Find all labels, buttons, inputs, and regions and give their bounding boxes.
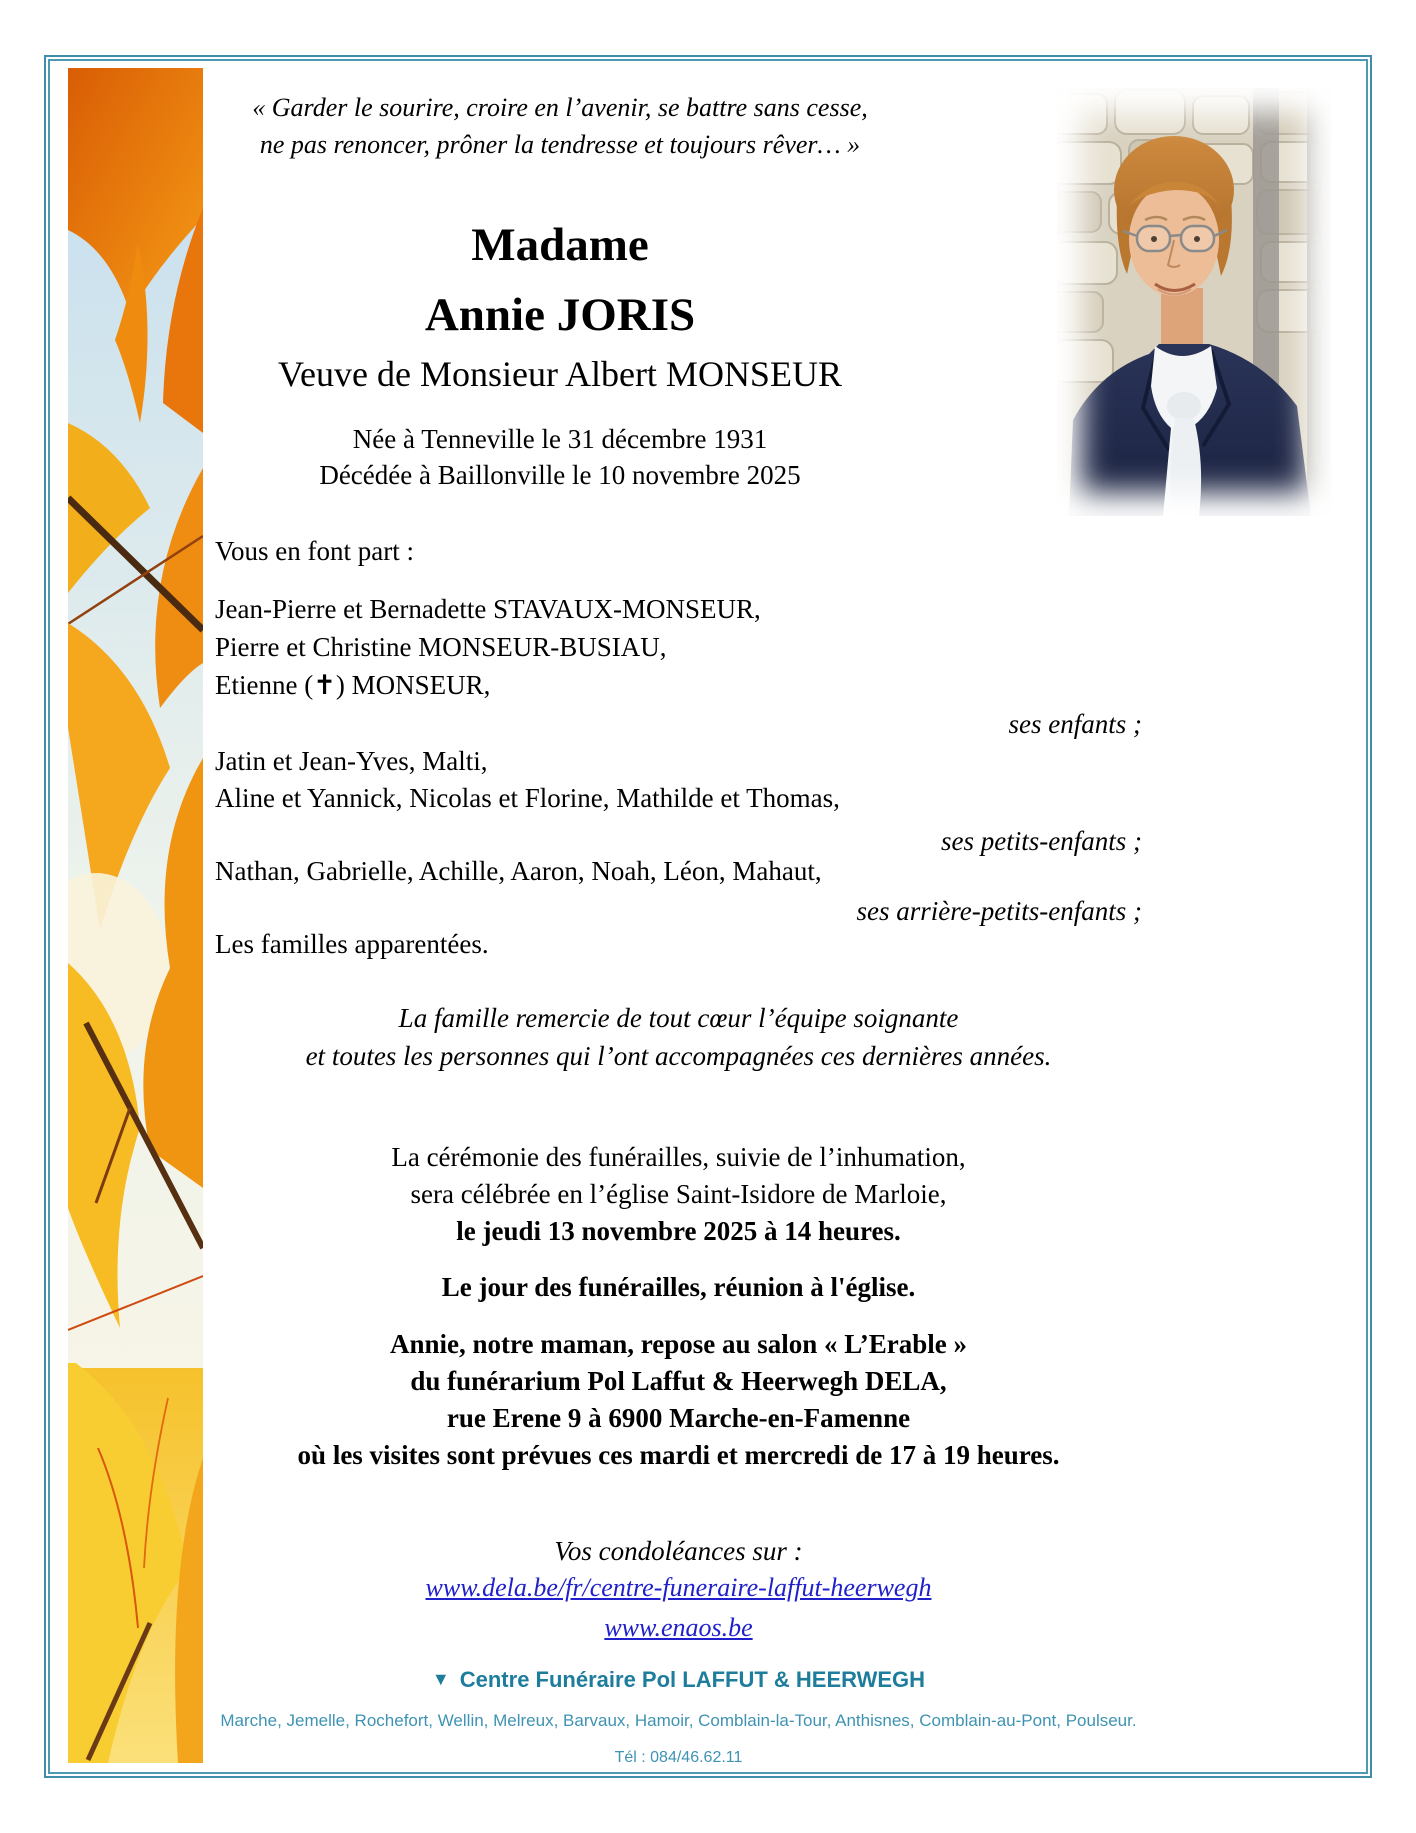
quote-line: ne pas renoncer, prôner la tendresse et toujours rêver… » [259,130,861,159]
page-border-frame [44,55,1372,1778]
thanks-line: et toutes les personnes qui l’ont accompagnées ces dernières années. [305,1041,1052,1071]
thanks-paragraph [215,999,1142,1075]
life-dates [215,421,905,493]
grandchildren-label: ses petits-enfants ; [941,826,1142,856]
birth-line: Née à Tenneville le 31 décembre 1931 [352,424,768,454]
quote-line: « Garder le sourire, croire en l’avenir, se battre sans cesse, [252,93,868,122]
autumn-leaves-image [68,68,203,1763]
repose-line: du funérarium Pol Laffut & Heerwegh DELA, [410,1366,947,1396]
child-line: Pierre et Christine MONSEUR-BUSIAU, [215,632,667,662]
ceremony-paragraph [215,1139,1142,1250]
announcement-intro: Vous en font part : [215,536,414,566]
repose-line: rue Erene 9 à 6900 Marche-en-Famenne [446,1403,911,1433]
ceremony-line: La cérémonie des funérailles, suivie de l’inhumation, [391,1142,966,1172]
repose-line: Annie, notre maman, repose au salon « L’Erable » [389,1329,968,1359]
child-line: Jean-Pierre et Bernadette STAVAUX-MONSEUR, [215,594,761,624]
condolences-link-1-line [215,1569,1142,1606]
condolences-link-dela[interactable]: www.dela.be/fr/centre-funeraire-laffut-heerwegh [425,1573,932,1602]
thanks-line: La famille remercie de tout cœur l’équipe soignante [398,1003,959,1033]
deceased-civility: Madame [471,219,649,271]
ceremony-date-line: le jeudi 13 novembre 2025 à 14 heures. [456,1216,901,1246]
grandchild-line: Jatin et Jean-Yves, Malti, [215,746,488,776]
death-line: Décédée à Baillonville le 10 novembre 2025 [319,460,801,490]
autumn-leaves-art [68,68,203,1763]
great-grandchildren-line: Nathan, Gabrielle, Achille, Aaron, Noah, Léon, Mahaut, [215,856,822,886]
children-label: ses enfants ; [1008,709,1142,739]
funeral-home-phone: Tél : 084/46.62.11 [614,1749,743,1766]
widow-line: Veuve de Monsieur Albert MONSEUR [278,354,842,394]
condolences-link-enaos[interactable]: www.enaos.be [604,1613,753,1642]
opening-quote [215,89,905,163]
condolences-label: Vos condoléances sur : [554,1536,803,1566]
great-grandchildren-label: ses arrière-petits-enfants ; [856,896,1142,926]
reunion-line: Le jour des funérailles, réunion à l'église. [441,1272,916,1302]
funeral-home-name: Centre Funéraire Pol LAFFUT & HEERWEGH [459,1667,926,1692]
condolences-link-2-line [215,1609,1142,1646]
children-list [215,590,1142,704]
grandchildren-list [215,743,1142,817]
funeral-home-locations: Marche, Jemelle, Rochefort, Wellin, Melreux, Barvaux, Hamoir, Comblain-la-Tour, Anthisnes, Comblain-au-Pont, Poulseur. [220,1711,1137,1730]
portrait-photo [1057,88,1331,516]
child-line: Etienne (✝) MONSEUR, [215,670,491,700]
funeral-home-brand [215,1665,1142,1696]
deceased-name: Annie JORIS [424,289,696,341]
triangle-down-icon: ▼ [431,1669,450,1689]
repose-paragraph [215,1326,1142,1474]
grandchild-line: Aline et Yannick, Nicolas et Florine, Mathilde et Thomas, [215,783,840,813]
portrait-art [1057,88,1331,516]
repose-line: où les visites sont prévues ces mardi et mercredi de 17 à 19 heures. [297,1440,1060,1470]
ceremony-line: sera célébrée en l’église Saint-Isidore de Marloie, [410,1179,947,1209]
deceased-name-block [215,210,905,350]
related-families-line: Les familles apparentées. [215,929,489,959]
